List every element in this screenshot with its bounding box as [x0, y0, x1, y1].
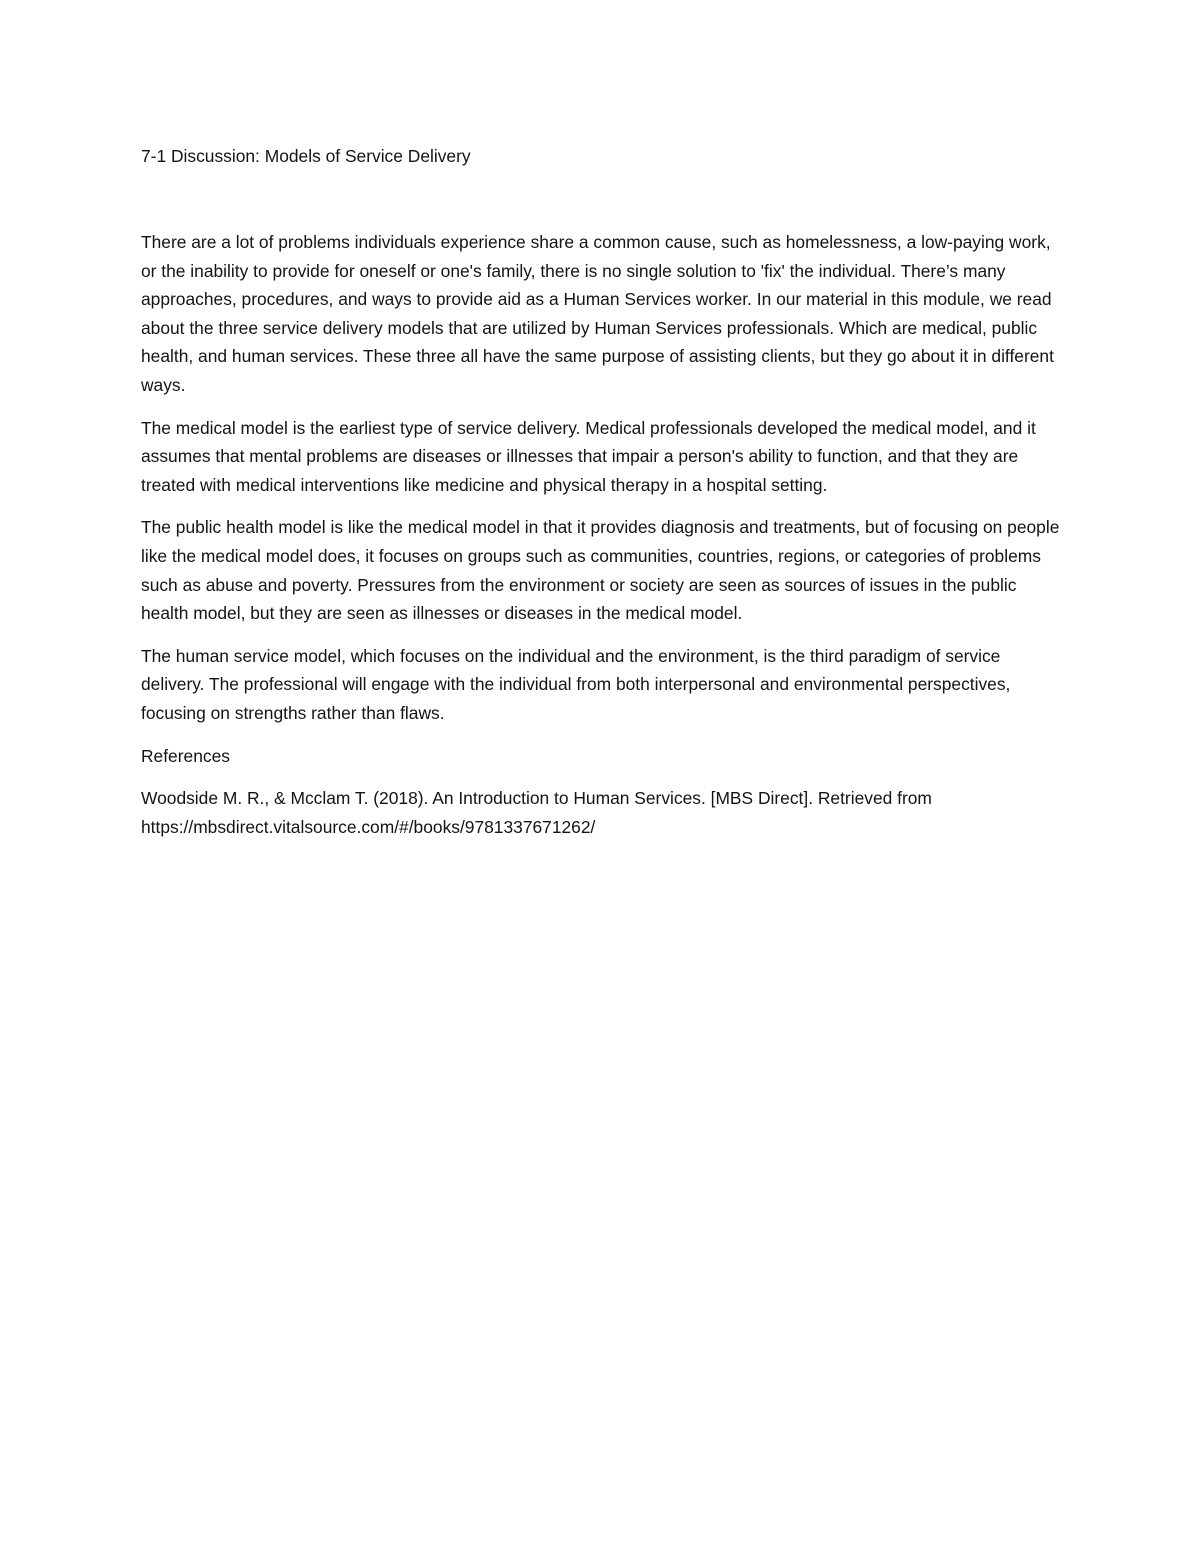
document-body	[141, 142, 1061, 841]
paragraph-human-service-model: The human service model, which focuses on the individual and the environment, is the third paradigm of service delivery. The professional will engage with the individual from both interpersonal and environmental perspectives, focusing on strengths rather than flaws.	[141, 645, 1011, 723]
reference-citation: Woodside M. R., & Mcclam T. (2018). An Introduction to Human Services. [MBS Direct]. Retrieved from	[141, 788, 932, 809]
paragraph-intro: There are a lot of problems individuals experience share a common cause, such as homelessness, a low-paying work, or the inability to provide for oneself or one's family, there is no single solution to 'fix' the individual. There’s many approaches, procedures, and ways to provide aid as a Human Services worker. In our material in this module, we read about the three service delivery models that are utilized by Human Services professionals. Which are medical, public health, and human services. These three all have the same purpose of assisting clients, but they go about it in different ways.	[141, 232, 1054, 395]
references-heading: References	[141, 745, 230, 766]
title-spacer	[141, 170, 1061, 228]
reference-url: https://mbsdirect.vitalsource.com/#/books/9781337671262/	[141, 816, 596, 837]
document-title: 7-1 Discussion: Models of Service Delivery	[141, 146, 471, 166]
paragraph-medical-model: The medical model is the earliest type of service delivery. Medical professionals developed the medical model, and it assumes that mental problems are diseases or illnesses that impair a person's ability to function, and that they are treated with medical interventions like medicine and physical therapy in a hospital setting.	[141, 417, 1036, 495]
reference-entry	[141, 784, 1061, 841]
paragraph-public-health-model: The public health model is like the medical model in that it provides diagnosis and treatments, but of focusing on people like the medical model does, it focuses on groups such as communities, countries, regions, or categories of problems such as abuse and poverty. Pressures from the environment or society are seen as sources of issues in the public health model, but they are seen as illnesses or diseases in the medical model.	[141, 517, 1060, 624]
